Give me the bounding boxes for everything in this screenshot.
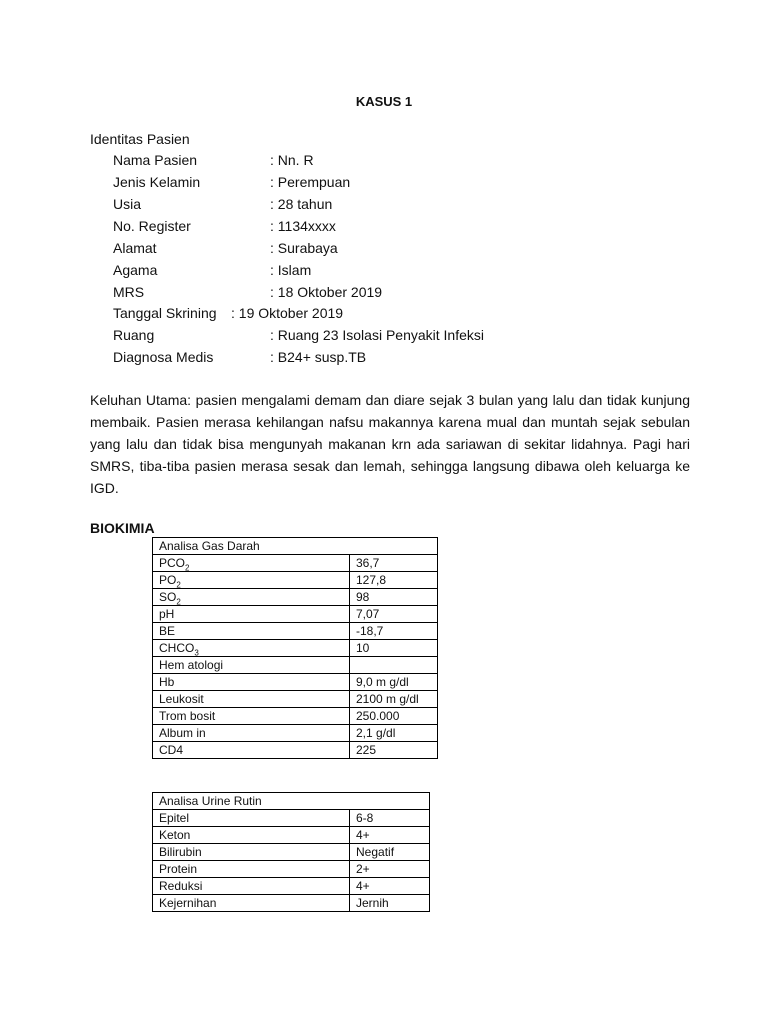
table-row [153,895,430,912]
identity-label: Nama Pasien [113,152,198,168]
identity-value: : B24+ susp.TB [270,349,367,365]
identity-row [113,349,633,369]
param-name: SO [159,590,177,604]
identity-value: : 19 Oktober 2019 [231,305,344,321]
value-cell: -18,7 [350,623,438,640]
identity-heading: Identitas Pasien [90,131,190,147]
table-row [153,725,438,742]
identity-label: Ruang [113,327,155,343]
identity-row [113,240,633,260]
value-cell: Negatif [350,844,430,861]
param-cell [153,708,350,725]
table-row [153,827,430,844]
identity-value: : 18 Oktober 2019 [270,284,383,300]
param-name: PCO [159,556,186,570]
param-cell [153,725,350,742]
param-cell [153,691,350,708]
value-cell: 2,1 g/dl [350,725,438,742]
identity-value: : Ruang 23 Isolasi Penyakit Infeksi [270,327,485,343]
param-subscript: 2 [176,580,181,590]
identity-row [113,262,633,282]
identity-label: Diagnosa Medis [113,349,214,365]
table-row [153,708,438,725]
hematology-header [153,657,438,674]
blood-gas-header [153,538,438,555]
identity-label: Agama [113,262,158,278]
blood-gas-header-label: Analisa Gas Darah [153,538,438,555]
identity-value: : Perempuan [270,174,351,190]
param-name: Protein [153,861,350,878]
empty-cell [350,657,438,674]
param-cell [153,606,350,623]
value-cell: 9,0 m g/dl [350,674,438,691]
identity-value: : 28 tahun [270,196,333,212]
value-cell: 4+ [350,878,430,895]
main-complaint-paragraph: Keluhan Utama: pasien mengalami demam dan diare sejak 3 bulan yang lalu dan tidak kunjung membaik. Pasien merasa kehilangan nafsu makannya karena mual dan muntah sejak sebulan yang lalu dan tidak bisa mengunyah makanan krn ada sariawan di sekitar lidahnya. Pagi hari SMRS, tiba-tiba pasien merasa sesak dan lemah, sehingga langsung dibawa oleh keluarga ke IGD. [90,392,690,496]
param-cell [153,555,350,572]
param-name: BE [159,624,176,638]
table-row [153,674,438,691]
table-row [153,742,438,759]
param-name: CD4 [159,743,184,757]
identity-label: Usia [113,196,142,212]
param-name: Trom bosit [159,709,216,723]
table-row [153,691,438,708]
table-row [153,640,438,657]
param-subscript: 2 [176,597,181,607]
param-name: Leukosit [159,692,204,706]
identity-row [113,327,633,347]
identity-row [113,218,633,238]
param-subscript: 2 [185,563,190,573]
param-name: Hb [159,675,175,689]
identity-label: No. Register [113,218,191,234]
value-cell: Jernih [350,895,430,912]
table-row [153,555,438,572]
table-row [153,589,438,606]
param-cell [153,674,350,691]
identity-row [113,196,633,216]
table-row [153,844,430,861]
param-subscript: 3 [194,648,199,658]
param-cell [153,589,350,606]
value-cell: 7,07 [350,606,438,623]
urine-header [153,793,430,810]
table-row [153,861,430,878]
identity-label: MRS [113,284,145,300]
param-cell [153,742,350,759]
param-name: Bilirubin [153,844,350,861]
param-name: Epitel [153,810,350,827]
value-cell: 36,7 [350,555,438,572]
param-name: CHCO [159,641,195,655]
document-title: KASUS 1 [355,94,413,109]
value-cell: 127,8 [350,572,438,589]
urine-header-label: Analisa Urine Rutin [153,793,430,810]
identity-row [113,174,633,194]
blood-gas-table [152,537,438,759]
identity-label: Tanggal Skrining [113,305,217,321]
value-cell: 10 [350,640,438,657]
value-cell: 4+ [350,827,430,844]
table-row [153,606,438,623]
identity-value: : Islam [270,262,312,278]
identity-value: : Nn. R [270,152,314,168]
hematology-label: Hem atologi [153,657,350,674]
identity-row [113,305,633,325]
identity-value: : 1134xxxx [270,218,336,234]
value-cell: 6-8 [350,810,430,827]
value-cell: 2100 m g/dl [350,691,438,708]
param-cell [153,623,350,640]
param-name: PO [159,573,177,587]
param-cell [153,572,350,589]
identity-row [113,284,633,304]
param-name: Kejernihan [153,895,350,912]
param-name: Keton [153,827,350,844]
table-row [153,623,438,640]
identity-label: Alamat [113,240,157,256]
table-row [153,810,430,827]
identity-value: : Surabaya [270,240,338,256]
param-name: Album in [159,726,206,740]
value-cell: 98 [350,589,438,606]
identity-label: Jenis Kelamin [113,174,201,190]
identity-row [113,152,633,172]
param-name: Reduksi [153,878,350,895]
value-cell: 2+ [350,861,430,878]
urine-table [152,792,430,912]
value-cell: 250.000 [350,708,438,725]
table-row [153,572,438,589]
param-name: pH [159,607,175,621]
param-cell [153,640,350,657]
biokimia-heading: BIOKIMIA [90,520,155,536]
table-row [153,878,430,895]
value-cell: 225 [350,742,438,759]
